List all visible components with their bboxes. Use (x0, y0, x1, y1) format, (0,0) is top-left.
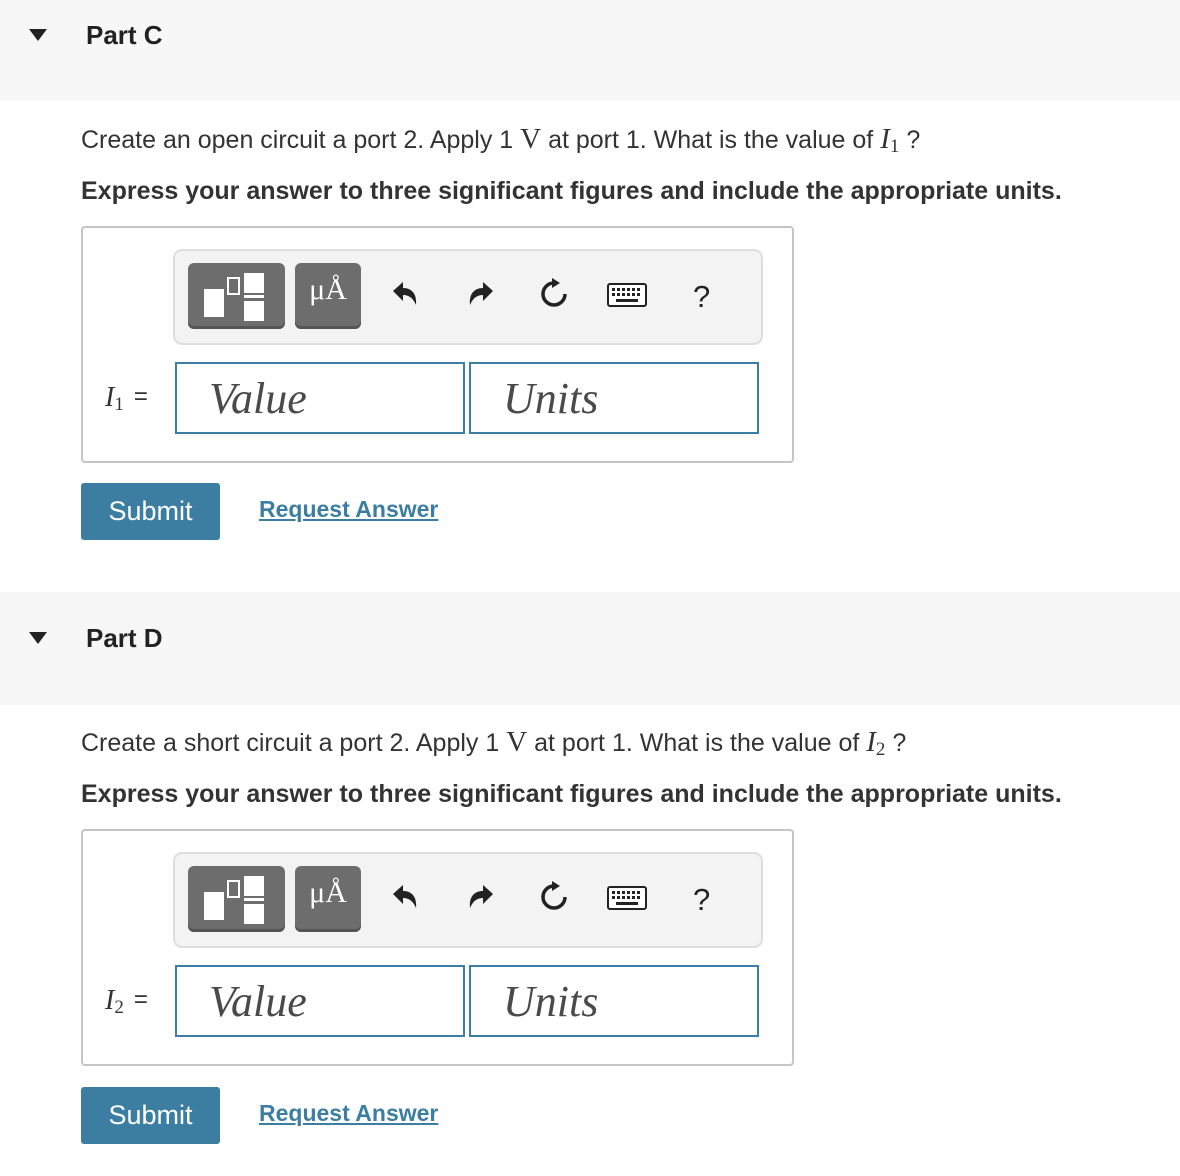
label-subscript: 2 (114, 997, 124, 1018)
question-after: ? (906, 126, 921, 154)
units-icon: μÅ (309, 876, 347, 909)
value-field (175, 965, 465, 1037)
question-unit: V (520, 123, 542, 155)
reset-icon[interactable] (537, 277, 571, 311)
value-input[interactable] (177, 967, 463, 1035)
part-header[interactable] (0, 0, 1180, 101)
label-variable: I (105, 382, 115, 413)
variable-letter: I (866, 726, 876, 758)
help-icon[interactable]: ? (693, 279, 711, 314)
question-middle: at port 1. What is the value of (534, 729, 860, 757)
variable-letter: I (880, 123, 890, 155)
equals-sign: = (133, 383, 148, 410)
question-text (81, 123, 920, 158)
redo-icon[interactable] (465, 880, 499, 914)
question-before: Create a short circuit a port 2. Apply 1 (81, 729, 500, 757)
question-after: ? (892, 729, 907, 757)
question-unit: V (506, 726, 528, 758)
instruction-text: Express your answer to three significant figures and include the appropriate units. (81, 780, 1062, 808)
submit-button[interactable]: Submit (81, 483, 220, 540)
value-field (175, 362, 465, 434)
units-input[interactable] (471, 364, 757, 432)
keyboard-icon[interactable] (607, 283, 647, 307)
units-button[interactable] (295, 866, 361, 932)
units-icon: μÅ (309, 273, 347, 306)
units-button[interactable] (295, 263, 361, 329)
equals-sign: = (133, 986, 148, 1013)
question-middle: at port 1. What is the value of (548, 126, 874, 154)
math-toolbar (173, 249, 763, 345)
units-field (469, 965, 759, 1037)
label-subscript: 1 (114, 394, 124, 415)
question-variable (866, 726, 885, 758)
reset-icon[interactable] (537, 880, 571, 914)
question-variable (880, 123, 899, 155)
help-icon[interactable]: ? (693, 882, 711, 917)
part-title: Part C (86, 20, 163, 50)
variable-subscript: 1 (889, 136, 900, 157)
answer-box (81, 226, 794, 463)
question-before: Create an open circuit a port 2. Apply 1 (81, 126, 514, 154)
part-title: Part D (86, 623, 163, 653)
redo-icon[interactable] (465, 277, 499, 311)
answer-label (105, 382, 148, 416)
instruction-text: Express your answer to three significant figures and include the appropriate units. (81, 177, 1062, 205)
request-answer-link[interactable]: Request Answer (259, 1100, 439, 1126)
units-input[interactable] (471, 967, 757, 1035)
question-text (81, 726, 906, 761)
keyboard-icon[interactable] (607, 886, 647, 910)
collapse-caret-icon[interactable] (29, 29, 47, 41)
variable-subscript: 2 (875, 739, 886, 760)
collapse-caret-icon[interactable] (29, 632, 47, 644)
submit-button[interactable]: Submit (81, 1087, 220, 1144)
value-input[interactable] (177, 364, 463, 432)
answer-label (105, 985, 148, 1019)
templates-button[interactable] (188, 263, 285, 329)
label-variable: I (105, 985, 115, 1016)
undo-icon[interactable] (387, 880, 421, 914)
undo-icon[interactable] (387, 277, 421, 311)
part-header[interactable] (0, 592, 1180, 705)
math-toolbar (173, 852, 763, 948)
units-field (469, 362, 759, 434)
request-answer-link[interactable]: Request Answer (259, 496, 439, 522)
answer-box (81, 829, 794, 1066)
templates-button[interactable] (188, 866, 285, 932)
